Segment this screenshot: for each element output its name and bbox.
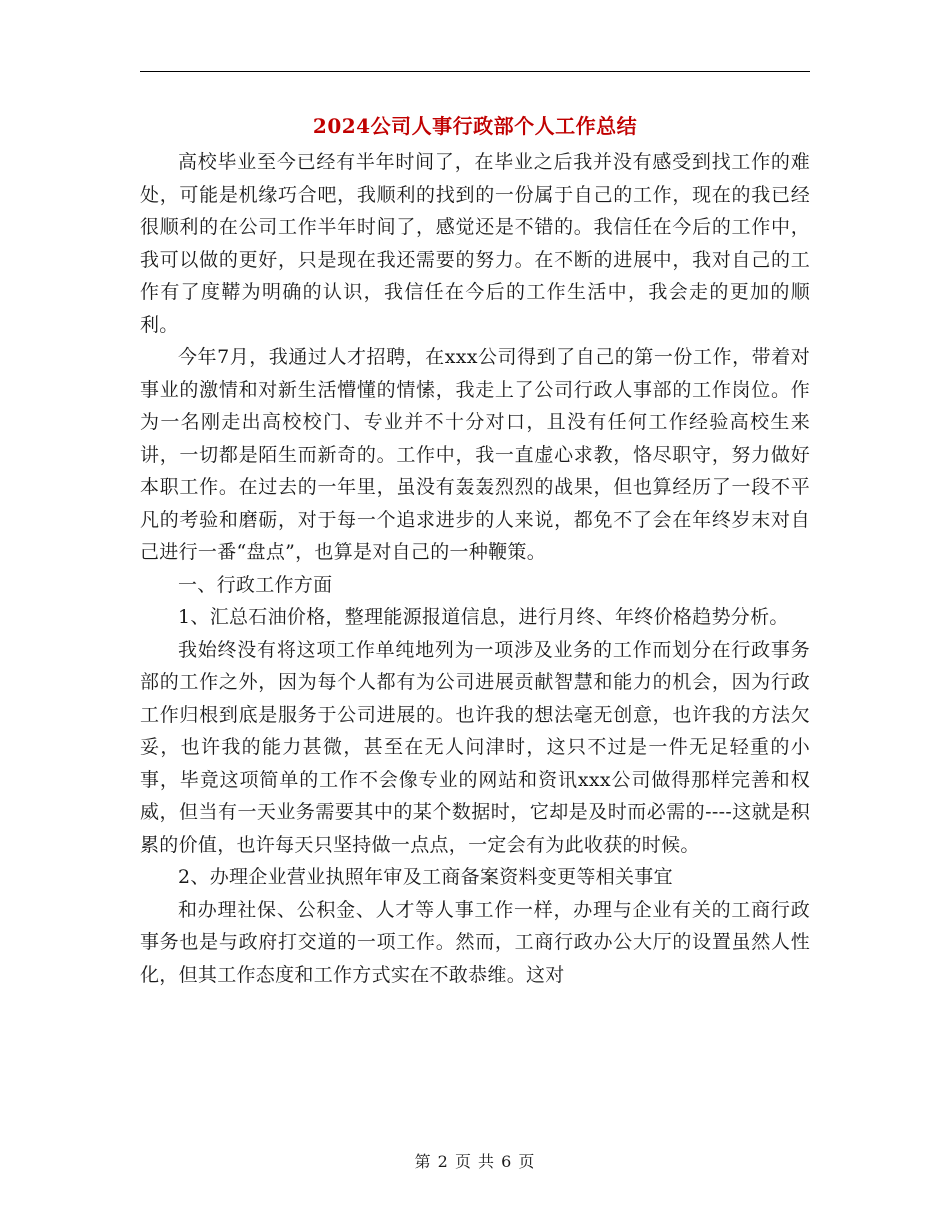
item-heading-business-license: 2、办理企业营业执照年审及工商备案资料变更等相关事宜 <box>178 866 673 888</box>
header-rule <box>140 71 810 72</box>
section-heading-admin-work: 一、行政工作方面 <box>178 573 333 596</box>
document-body <box>140 146 810 991</box>
paragraph-business-license-detail: 和办理社保、公积金、人才等人事工作一样，办理与企业有关的工商行政事务也是与政府打交道的一项工作。然而，工商行政办公大厅的设置虽然人性化，但其工作态度和工作方式实在不敢恭维。这对 <box>140 898 810 986</box>
paragraph-oil-price-detail: 我始终没有将这项工作单纯地列为一项涉及业务的工作而划分在行政事务部的工作之外，因为每个人都有为公司进展贡献智慧和能力的机会，因为行政工作归根到底是服务于公司进展的。也许我的想法毫无创意，也许我的方法欠妥，也许我的能力甚微，甚至在无人问津时，这只不过是一件无足轻重的小事，毕竟这项简单的工作不会像专业的网站和资讯xxx公司做得那样完善和权威，但当有一天业务需要其中的某个数据时，它却是及时而必需的----这就是积累的价值，也许每天只坚持做一点点，一定会有为此收获的时候。 <box>140 638 810 856</box>
document-title: 2024公司人事行政部个人工作总结 <box>312 114 638 138</box>
item-heading-oil-price-summary: 1、汇总石油价格，整理能源报道信息，进行月终、年终价格趋势分析。 <box>178 606 789 628</box>
paragraph-background: 今年7月，我通过人才招聘，在xxx公司得到了自己的第一份工作，带着对事业的激情和对新生活懵懂的情愫，我走上了公司行政人事部的工作岗位。作为一名刚走出高校校门、专业并不十分对口，且没有任何工作经验高校生来讲，一切都是陌生而新奇的。工作中，我一直虚心求教，恪尽职守，努力做好本职工作。在过去的一年里，虽没有轰轰烈烈的战果，但也算经历了一段不平凡的考验和磨砺，对于每一个追求进步的人来说，都免不了会在年终岁末对自己进行一番“盘点”，也算是对自己的一种鞭策。 <box>140 346 810 563</box>
paragraph-intro: 高校毕业至今已经有半年时间了，在毕业之后我并没有感受到找工作的难处，可能是机缘巧合吧，我顺利的找到的一份属于自己的工作，现在的我已经很顺利的在公司工作半年时间了，感觉还是不错的。我信任在今后的工作中，我可以做的更好，只是现在我还需要的努力。在不断的进展中，我对自己的工作有了度鞯为明确的认识，我信任在今后的工作生活中，我会走的更加的顺利。 <box>140 151 810 336</box>
page-number-footer: 第 2 页 共 6 页 <box>414 1152 536 1171</box>
